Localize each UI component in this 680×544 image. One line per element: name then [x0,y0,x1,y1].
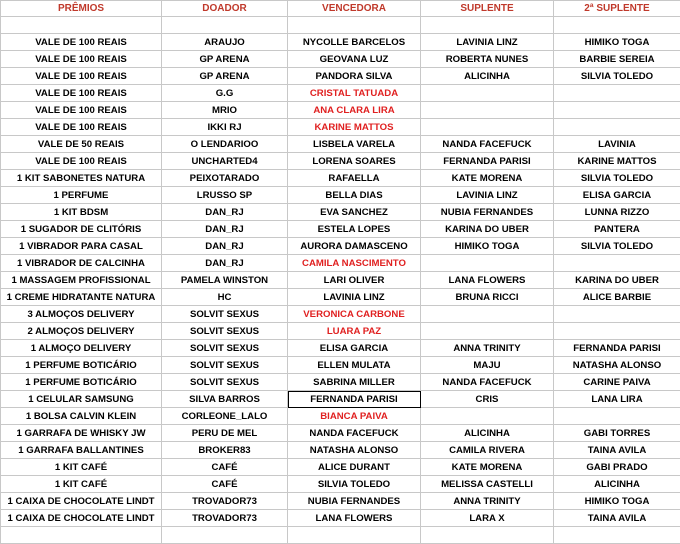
suplente-cell[interactable]: ANNA TRINITY [421,340,554,357]
doador-cell[interactable]: DAN_RJ [162,238,288,255]
header-premios[interactable]: PRÊMIOS [1,1,162,17]
table-row [1,17,680,34]
premio-cell[interactable]: 1 SUGADOR DE CLITÓRIS [1,221,162,238]
premio-cell[interactable]: VALE DE 100 REAIS [1,34,162,51]
table-row [1,527,680,544]
doador-cell[interactable]: PAMELA WINSTON [162,272,288,289]
header-vencedora[interactable]: VENCEDORA [288,1,421,17]
vencedora-cell[interactable]: EVA SANCHEZ [288,204,421,221]
vencedora-cell[interactable]: FERNANDA PARISI [288,391,421,408]
segunda-suplente-cell[interactable] [554,323,680,340]
segunda-suplente-cell[interactable] [554,85,680,102]
suplente-cell[interactable]: NANDA FACEFUCK [421,374,554,391]
suplente-cell[interactable]: MAJU [421,357,554,374]
premio-cell[interactable]: VALE DE 100 REAIS [1,85,162,102]
table-row [1,391,680,408]
segunda-suplente-cell[interactable]: LAVINIA [554,136,680,153]
segunda-suplente-cell[interactable]: ALICINHA [554,476,680,493]
doador-cell[interactable]: DAN_RJ [162,204,288,221]
segunda-suplente-cell[interactable]: PANTERA [554,221,680,238]
table-row [1,85,680,102]
premio-cell[interactable]: 1 PERFUME BOTICÁRIO [1,374,162,391]
segunda-suplente-cell[interactable]: GABI PRADO [554,459,680,476]
vencedora-cell[interactable]: VERONICA CARBONE [288,306,421,323]
table-row [1,357,680,374]
segunda-suplente-cell[interactable]: FERNANDA PARISI [554,340,680,357]
vencedora-cell[interactable]: LORENA SOARES [288,153,421,170]
table-row [1,102,680,119]
segunda-suplente-cell[interactable]: TAINA AVILA [554,510,680,527]
vencedora-cell[interactable]: GEOVANA LUZ [288,51,421,68]
premio-cell[interactable]: 1 BOLSA CALVIN KLEIN [1,408,162,425]
doador-cell[interactable]: PEIXOTARADO [162,170,288,187]
doador-cell[interactable]: SOLVIT SEXUS [162,306,288,323]
table-row [1,425,680,442]
premio-cell[interactable]: 1 CELULAR SAMSUNG [1,391,162,408]
suplente-cell[interactable]: ALICINHA [421,425,554,442]
premio-cell[interactable]: 1 VIBRADOR DE CALCINHA [1,255,162,272]
suplente-cell[interactable]: LANA FLOWERS [421,272,554,289]
segunda-suplente-cell[interactable]: LUNNA RIZZO [554,204,680,221]
suplente-cell[interactable] [421,306,554,323]
segunda-suplente-cell[interactable]: TAINA AVILA [554,442,680,459]
premio-cell[interactable]: 1 KIT CAFÉ [1,476,162,493]
vencedora-cell[interactable]: LUARA PAZ [288,323,421,340]
vencedora-cell[interactable]: CRISTAL TATUADA [288,85,421,102]
vencedora-cell[interactable]: LARI OLIVER [288,272,421,289]
suplente-cell[interactable] [421,102,554,119]
doador-cell[interactable]: ARAUJO [162,34,288,51]
premio-cell[interactable] [1,527,162,544]
segunda-suplente-cell[interactable]: ALICE BARBIE [554,289,680,306]
table-row [1,153,680,170]
premio-cell[interactable]: 3 ALMOÇOS DELIVERY [1,306,162,323]
segunda-suplente-cell[interactable]: NATASHA ALONSO [554,357,680,374]
segunda-suplente-cell[interactable]: ELISA GARCIA [554,187,680,204]
vencedora-cell[interactable]: LANA FLOWERS [288,510,421,527]
segunda-suplente-cell[interactable]: GABI TORRES [554,425,680,442]
table-row [1,340,680,357]
premio-cell[interactable]: VALE DE 50 REAIS [1,136,162,153]
suplente-cell[interactable]: ROBERTA NUNES [421,51,554,68]
table-row [1,272,680,289]
premio-cell[interactable]: 2 ALMOÇOS DELIVERY [1,323,162,340]
vencedora-cell[interactable]: BIANCA PAIVA [288,408,421,425]
vencedora-cell[interactable]: AURORA DAMASCENO [288,238,421,255]
vencedora-cell[interactable]: ESTELA LOPES [288,221,421,238]
vencedora-cell[interactable]: NATASHA ALONSO [288,442,421,459]
doador-cell[interactable] [162,17,288,34]
suplente-cell[interactable]: LAVINIA LINZ [421,34,554,51]
segunda-suplente-cell[interactable]: KARINA DO UBER [554,272,680,289]
doador-cell[interactable]: G.G [162,85,288,102]
vencedora-cell[interactable]: ANA CLARA LIRA [288,102,421,119]
premio-cell[interactable]: VALE DE 100 REAIS [1,51,162,68]
table-row [1,187,680,204]
table-row [1,476,680,493]
premio-cell[interactable]: 1 KIT CAFÉ [1,459,162,476]
premio-cell[interactable]: 1 CAIXA DE CHOCOLATE LINDT [1,493,162,510]
vencedora-cell[interactable]: ALICE DURANT [288,459,421,476]
suplente-cell[interactable] [421,408,554,425]
doador-cell[interactable]: HC [162,289,288,306]
vencedora-cell[interactable]: NYCOLLE BARCELOS [288,34,421,51]
table-row [1,238,680,255]
doador-cell[interactable]: BROKER83 [162,442,288,459]
suplente-cell[interactable]: NUBIA FERNANDES [421,204,554,221]
premio-cell[interactable]: 1 MASSAGEM PROFISSIONAL [1,272,162,289]
doador-cell[interactable]: TROVADOR73 [162,493,288,510]
premio-cell[interactable]: 1 CAIXA DE CHOCOLATE LINDT [1,510,162,527]
segunda-suplente-cell[interactable] [554,255,680,272]
premio-cell[interactable]: VALE DE 100 REAIS [1,119,162,136]
premio-cell[interactable]: 1 GARRAFA DE WHISKY JW [1,425,162,442]
vencedora-cell[interactable]: KARINE MATTOS [288,119,421,136]
premio-cell[interactable]: VALE DE 100 REAIS [1,102,162,119]
segunda-suplente-cell[interactable]: KARINE MATTOS [554,153,680,170]
premio-cell[interactable]: 1 CREME HIDRATANTE NATURA [1,289,162,306]
doador-cell[interactable]: SILVA BARROS [162,391,288,408]
suplente-cell[interactable]: ANNA TRINITY [421,493,554,510]
doador-cell[interactable]: IKKI RJ [162,119,288,136]
table-row [1,459,680,476]
doador-cell[interactable]: CAFÉ [162,459,288,476]
doador-cell[interactable]: GP ARENA [162,51,288,68]
vencedora-cell[interactable]: LAVINIA LINZ [288,289,421,306]
vencedora-cell[interactable]: BELLA DIAS [288,187,421,204]
suplente-cell[interactable]: FERNANDA PARISI [421,153,554,170]
vencedora-cell[interactable]: SABRINA MILLER [288,374,421,391]
doador-cell[interactable]: PERU DE MEL [162,425,288,442]
doador-cell[interactable]: MRIO [162,102,288,119]
segunda-suplente-cell[interactable] [554,102,680,119]
suplente-cell[interactable] [421,255,554,272]
vencedora-cell[interactable]: LISBELA VARELA [288,136,421,153]
premio-cell[interactable]: 1 PERFUME BOTICÁRIO [1,357,162,374]
table-row [1,51,680,68]
suplente-cell[interactable] [421,85,554,102]
table-row [1,68,680,85]
vencedora-cell[interactable]: SILVIA TOLEDO [288,476,421,493]
vencedora-cell[interactable]: PANDORA SILVA [288,68,421,85]
segunda-suplente-cell[interactable] [554,119,680,136]
premio-cell[interactable]: 1 GARRAFA BALLANTINES [1,442,162,459]
table-row [1,323,680,340]
suplente-cell[interactable]: ALICINHA [421,68,554,85]
suplente-cell[interactable]: LARA X [421,510,554,527]
table-row [1,493,680,510]
vencedora-cell[interactable]: NUBIA FERNANDES [288,493,421,510]
header-row [1,1,680,17]
premio-cell[interactable]: 1 PERFUME [1,187,162,204]
suplente-cell[interactable]: KARINA DO UBER [421,221,554,238]
suplente-cell[interactable] [421,17,554,34]
vencedora-cell[interactable]: RAFAELLA [288,170,421,187]
suplente-cell[interactable] [421,119,554,136]
doador-cell[interactable]: SOLVIT SEXUS [162,374,288,391]
segunda-suplente-cell[interactable]: SILVIA TOLEDO [554,170,680,187]
table-row [1,255,680,272]
vencedora-cell[interactable] [288,17,421,34]
premio-cell[interactable]: 1 VIBRADOR PARA CASAL [1,238,162,255]
premio-cell[interactable]: 1 KIT BDSM [1,204,162,221]
premio-cell[interactable]: 1 KIT SABONETES NATURA [1,170,162,187]
premio-cell[interactable]: VALE DE 100 REAIS [1,153,162,170]
suplente-cell[interactable] [421,527,554,544]
premio-cell[interactable]: VALE DE 100 REAIS [1,68,162,85]
doador-cell[interactable]: DAN_RJ [162,255,288,272]
suplente-cell[interactable]: CRIS [421,391,554,408]
header-doador[interactable]: DOADOR [162,1,288,17]
table-row [1,374,680,391]
header-2a-suplente[interactable]: 2ª SUPLENTE [554,1,680,17]
table-row [1,170,680,187]
segunda-suplente-cell[interactable]: LANA LIRA [554,391,680,408]
segunda-suplente-cell[interactable] [554,306,680,323]
doador-cell[interactable]: CAFÉ [162,476,288,493]
segunda-suplente-cell[interactable] [554,17,680,34]
doador-cell[interactable]: LRUSSO SP [162,187,288,204]
doador-cell[interactable] [162,527,288,544]
suplente-cell[interactable]: CAMILA RIVERA [421,442,554,459]
vencedora-cell[interactable]: NANDA FACEFUCK [288,425,421,442]
table-row [1,34,680,51]
premio-cell[interactable]: 1 ALMOÇO DELIVERY [1,340,162,357]
table-row [1,136,680,153]
segunda-suplente-cell[interactable]: SILVIA TOLEDO [554,68,680,85]
premio-cell[interactable] [1,17,162,34]
doador-cell[interactable]: SOLVIT SEXUS [162,357,288,374]
vencedora-cell[interactable]: CAMILA NASCIMENTO [288,255,421,272]
header-suplente[interactable]: SUPLENTE [421,1,554,17]
table-row [1,510,680,527]
suplente-cell[interactable]: HIMIKO TOGA [421,238,554,255]
segunda-suplente-cell[interactable] [554,408,680,425]
table-row [1,119,680,136]
table-row [1,442,680,459]
table-row [1,408,680,425]
doador-cell[interactable]: DAN_RJ [162,221,288,238]
suplente-cell[interactable]: NANDA FACEFUCK [421,136,554,153]
segunda-suplente-cell[interactable]: HIMIKO TOGA [554,34,680,51]
segunda-suplente-cell[interactable] [554,527,680,544]
segunda-suplente-cell[interactable]: BARBIE SEREIA [554,51,680,68]
doador-cell[interactable]: SOLVIT SEXUS [162,323,288,340]
table-row [1,289,680,306]
suplente-cell[interactable]: BRUNA RICCI [421,289,554,306]
doador-cell[interactable]: TROVADOR73 [162,510,288,527]
segunda-suplente-cell[interactable]: CARINE PAIVA [554,374,680,391]
vencedora-cell[interactable]: ELLEN MULATA [288,357,421,374]
vencedora-cell[interactable]: ELISA GARCIA [288,340,421,357]
suplente-cell[interactable]: LAVINIA LINZ [421,187,554,204]
doador-cell[interactable]: O LENDARIOO [162,136,288,153]
table-row [1,221,680,238]
segunda-suplente-cell[interactable]: HIMIKO TOGA [554,493,680,510]
suplente-cell[interactable]: KATE MORENA [421,459,554,476]
doador-cell[interactable]: SOLVIT SEXUS [162,340,288,357]
doador-cell[interactable]: GP ARENA [162,68,288,85]
table-row [1,204,680,221]
suplente-cell[interactable]: MELISSA CASTELLI [421,476,554,493]
doador-cell[interactable]: UNCHARTED4 [162,153,288,170]
doador-cell[interactable]: CORLEONE_LALO [162,408,288,425]
suplente-cell[interactable] [421,323,554,340]
segunda-suplente-cell[interactable]: SILVIA TOLEDO [554,238,680,255]
table-row [1,306,680,323]
suplente-cell[interactable]: KATE MORENA [421,170,554,187]
vencedora-cell[interactable] [288,527,421,544]
